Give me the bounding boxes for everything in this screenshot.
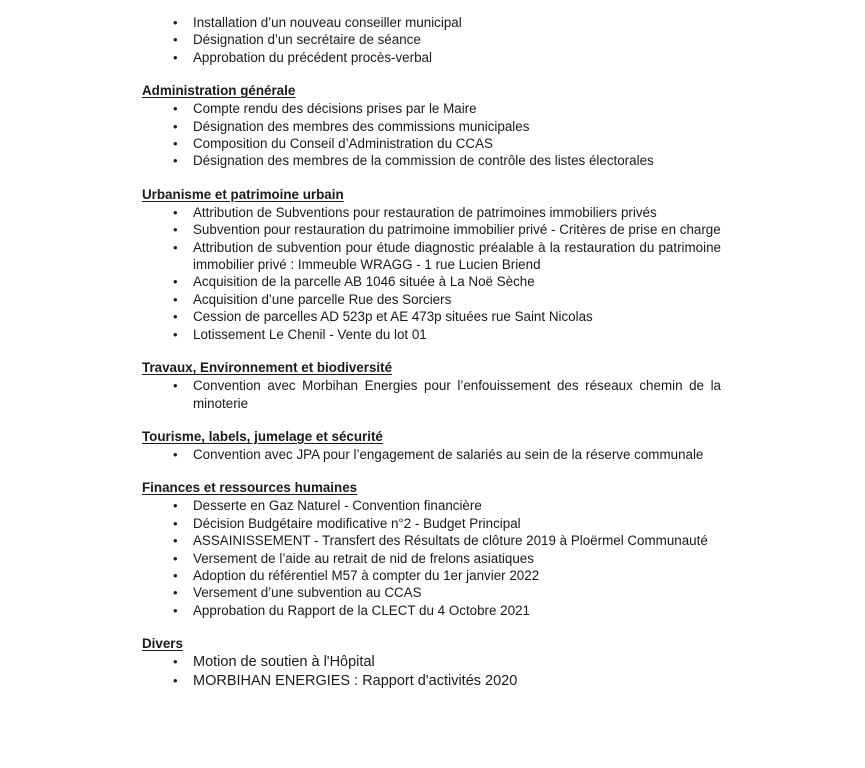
section-list [0, 653, 865, 690]
list-item: • Adoption du référentiel M57 à compter du 1er janvier 2022 [193, 567, 721, 584]
section-title: Divers [142, 636, 183, 652]
section-list [0, 497, 865, 619]
section-title: Finances et ressources humaines [142, 480, 358, 496]
list-item: • Acquisition de la parcelle AB 1046 située à La Noë Sèche [193, 273, 721, 290]
list-item: • Désignation des membres des commissions municipales [193, 118, 721, 135]
list-item: • Lotissement Le Chenil - Vente du lot 01 [193, 326, 721, 343]
section-travaux [0, 359, 865, 412]
list-item: • Versement d’une subvention au CCAS [193, 584, 721, 601]
section-title: Travaux, Environnement et biodiversité [142, 360, 393, 376]
section-list [0, 446, 865, 463]
list-item: • Compte rendu des décisions prises par le Maire [193, 100, 721, 117]
list-item: • Motion de soutien à l'Hôpital [193, 653, 721, 672]
section-title: Urbanisme et patrimoine urbain [142, 186, 344, 202]
list-item: • MORBIHAN ENERGIES : Rapport d'activités 2020 [193, 672, 721, 691]
list-item: • Convention avec JPA pour l’engagement de salariés au sein de la réserve communale [193, 446, 721, 463]
list-item: • Acquisition d’une parcelle Rue des Sorciers [193, 291, 721, 308]
section-urbanisme [0, 186, 865, 343]
section-tourisme [0, 428, 865, 463]
section-title: Administration générale [142, 83, 296, 99]
list-item: • Desserte en Gaz Naturel - Convention financière [193, 497, 721, 514]
list-item: • ASSAINISSEMENT - Transfert des Résultats de clôture 2019 à Ploërmel Communauté [193, 532, 721, 549]
section-administration-generale [0, 82, 865, 170]
list-item: • Désignation d’un secrétaire de séance [193, 31, 721, 48]
list-item: • Approbation du Rapport de la CLECT du 4 Octobre 2021 [193, 602, 721, 619]
list-item: • Subvention pour restauration du patrimoine immobilier privé - Critères de prise en charge [193, 221, 721, 238]
section-list [0, 100, 865, 170]
section-divers [0, 635, 865, 690]
list-item: • Cession de parcelles AD 523p et AE 473p situées rue Saint Nicolas [193, 308, 721, 325]
list-item: • Attribution de subvention pour étude diagnostic préalable à la restauration du patrimoine immobilier privé : Immeuble WRAGG - 1 rue Lucien Briend [193, 239, 721, 274]
list-item: • Convention avec Morbihan Energies pour l’enfouissement des réseaux chemin de la minoterie [193, 377, 721, 412]
list-item: • Installation d’un nouveau conseiller municipal [193, 14, 721, 31]
list-item: • Composition du Conseil d’Administration du CCAS [193, 135, 721, 152]
section-list [0, 377, 865, 412]
list-item: • Décision Budgétaire modificative n°2 - Budget Principal [193, 515, 721, 532]
list-item: • Approbation du précédent procès-verbal [193, 49, 721, 66]
list-item: • Désignation des membres de la commission de contrôle des listes électorales [193, 152, 721, 169]
list-item: • Versement de l’aide au retrait de nid de frelons asiatiques [193, 550, 721, 567]
section-finances [0, 479, 865, 619]
section-title: Tourisme, labels, jumelage et sécurité [142, 428, 383, 444]
list-item: • Attribution de Subventions pour restauration de patrimoines immobiliers privés [193, 204, 721, 221]
intro-list [0, 0, 865, 66]
section-list [0, 204, 865, 343]
